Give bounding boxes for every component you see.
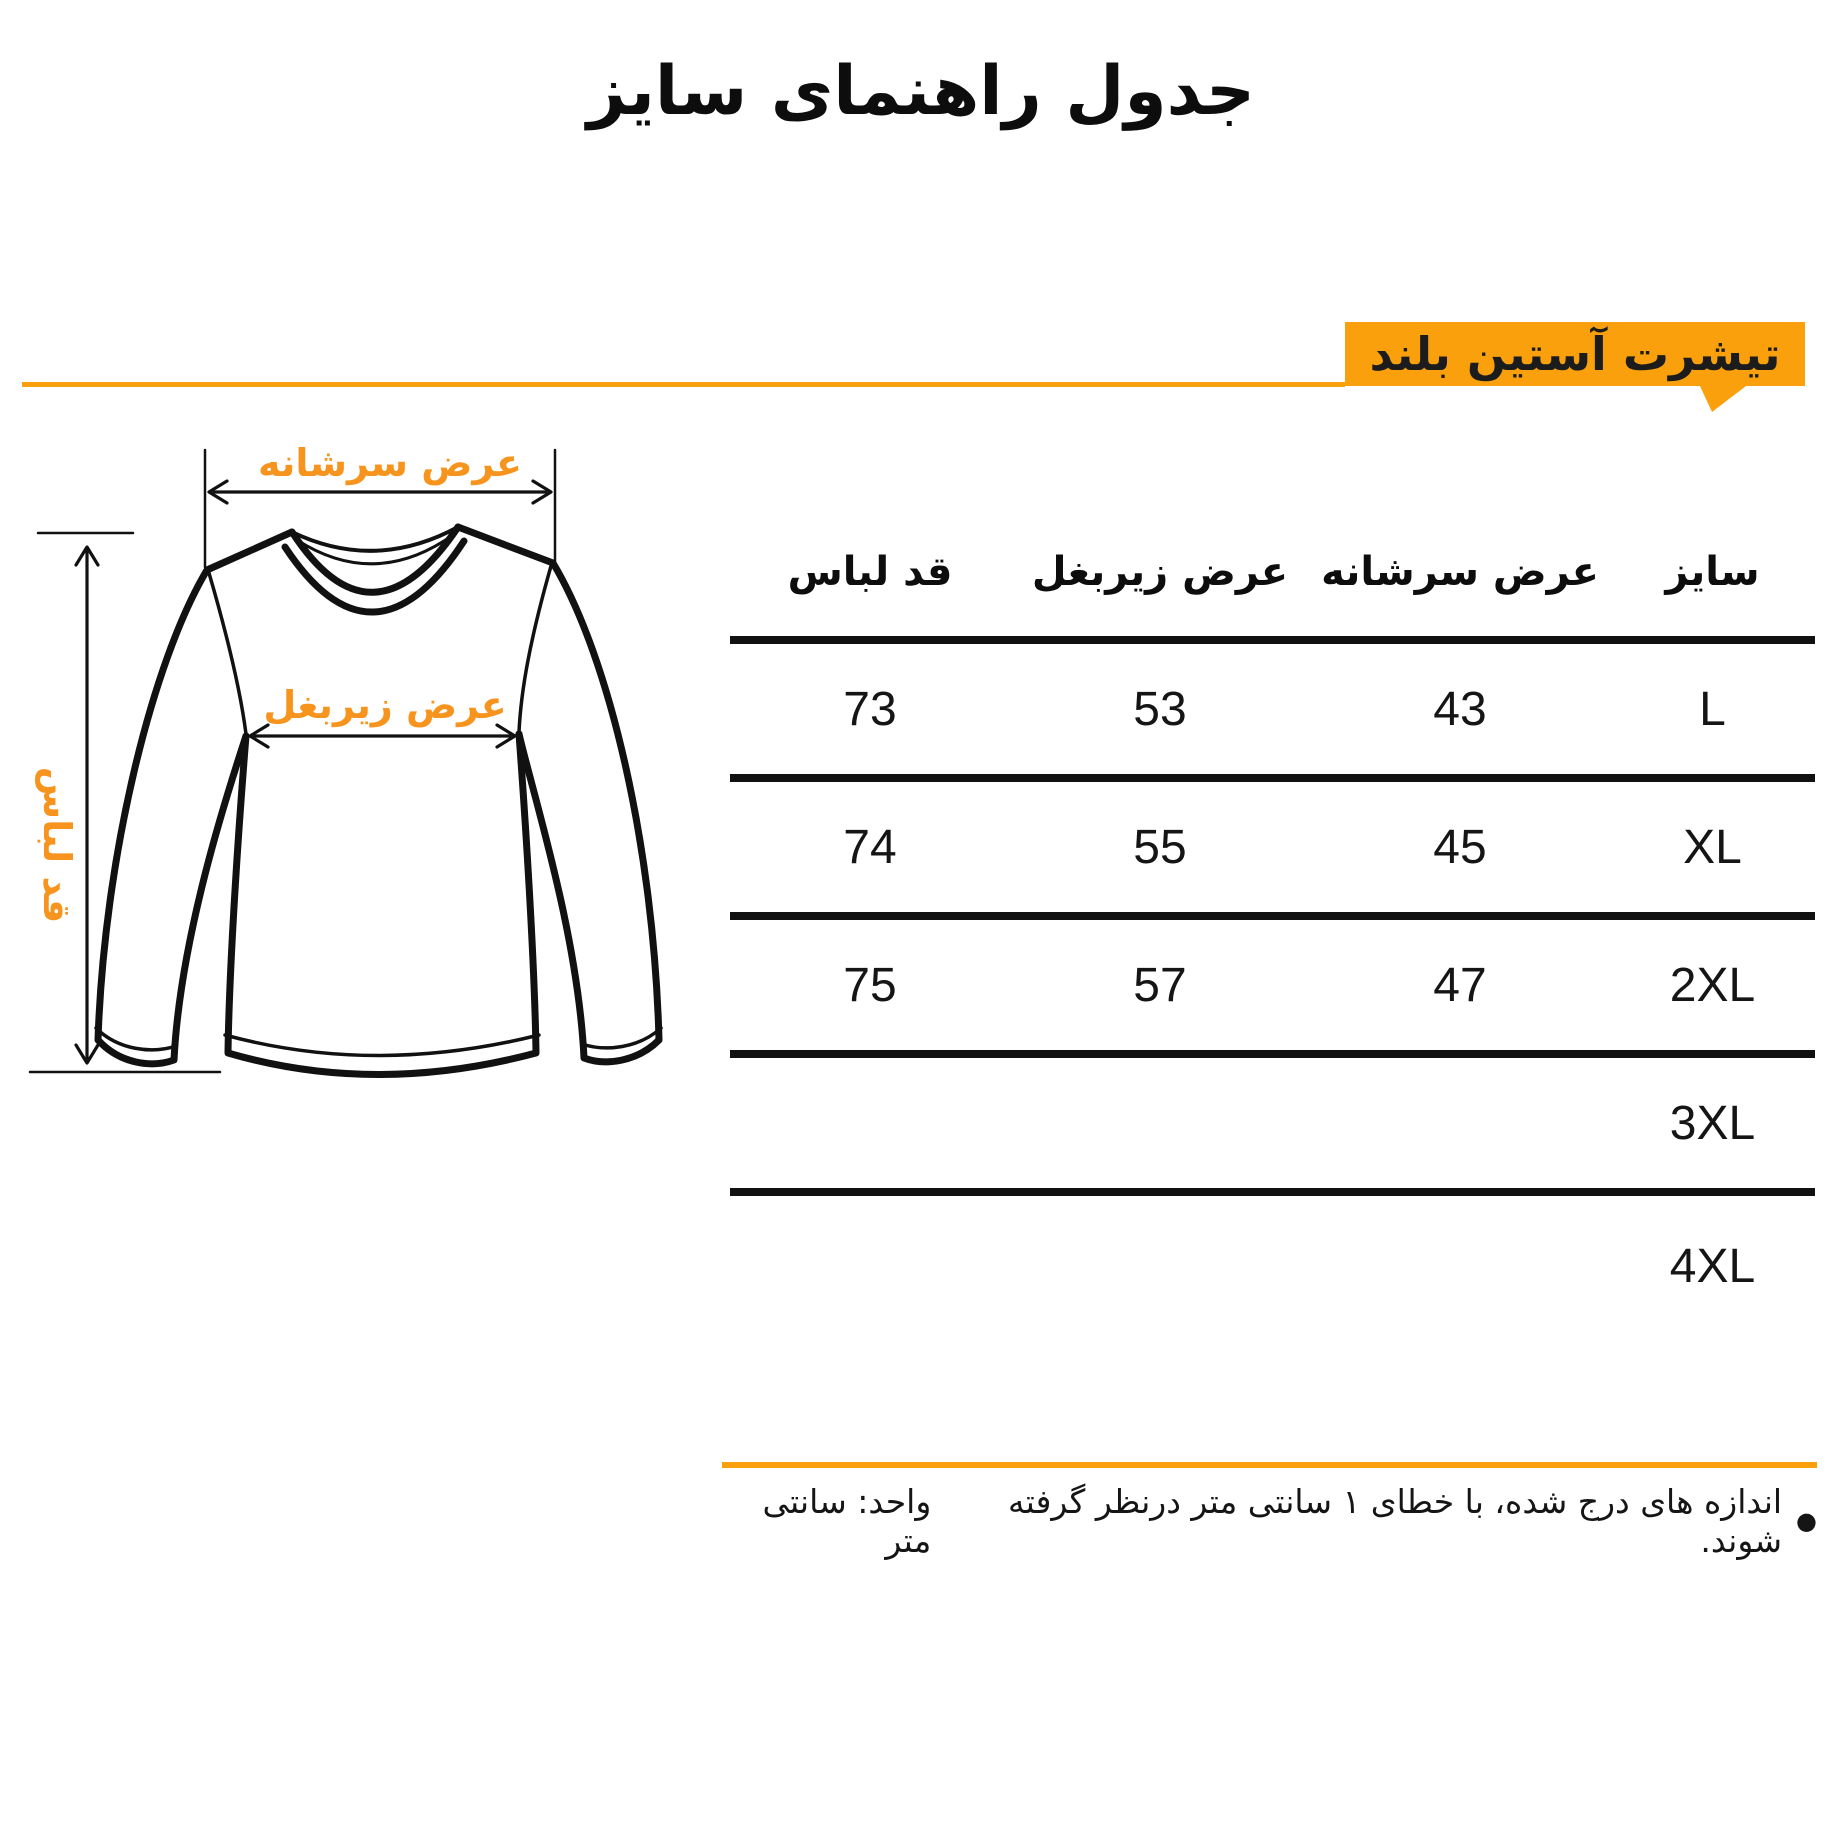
- footer-divider-line: [722, 1462, 1817, 1468]
- underarm-value: 57: [1133, 958, 1187, 1012]
- size-table-header-row: [730, 508, 1815, 644]
- underarm-width-label: عرض زیربغل: [263, 683, 507, 727]
- banner-tail-shape: [1695, 386, 1755, 416]
- shoulder-width-label: عرض سرشانه: [258, 441, 522, 485]
- table-row: [730, 1058, 1815, 1196]
- garment-length-arrow: [76, 547, 98, 1063]
- shoulder-value: 43: [1433, 682, 1487, 736]
- header-size: سایز: [1665, 549, 1760, 595]
- table-row: [730, 782, 1815, 920]
- table-row: [730, 920, 1815, 1058]
- underarm-value: 55: [1133, 820, 1187, 874]
- size-table: [730, 508, 1815, 1336]
- length-value: 75: [843, 958, 897, 1012]
- tolerance-note: [931, 1482, 1817, 1560]
- shoulder-value: 47: [1433, 958, 1487, 1012]
- underarm-width-arrow: [250, 725, 515, 747]
- table-row: [730, 1196, 1815, 1336]
- shoulder-value: 45: [1433, 820, 1487, 874]
- length-value: 74: [843, 820, 897, 874]
- garment-length-label: قد لباس: [35, 766, 79, 924]
- shirt-outline: [98, 527, 659, 1075]
- table-row: [730, 644, 1815, 782]
- product-banner: [1345, 322, 1805, 386]
- header-length: قد لباس: [787, 549, 953, 595]
- unit-note: واحد: سانتی متر: [762, 1482, 932, 1560]
- page-title: جدول راهنمای سایز: [587, 52, 1255, 131]
- size-value: XL: [1683, 820, 1742, 874]
- accent-divider-line: [22, 382, 1345, 387]
- tolerance-note-text: اندازه های درج شده، با خطای ۱ سانتی متر درنظر گرفته شوند.: [1007, 1482, 1783, 1560]
- underarm-value: 53: [1133, 682, 1187, 736]
- size-value: 2XL: [1669, 958, 1756, 1012]
- size-value: 4XL: [1669, 1239, 1756, 1293]
- size-value: 3XL: [1669, 1096, 1756, 1150]
- footer-notes: [710, 1482, 1817, 1560]
- shirt-diagram: [0, 400, 720, 1130]
- length-value: 73: [843, 682, 897, 736]
- header-underarm: عرض زیربغل: [1031, 549, 1289, 595]
- measurement-guide-lines: [30, 450, 555, 1072]
- header-shoulder: عرض سرشانه: [1321, 549, 1599, 595]
- product-banner-label: تیشرت آستین بلند: [1369, 327, 1781, 381]
- size-value: L: [1699, 682, 1726, 736]
- bullet-icon: ●: [1796, 1506, 1817, 1535]
